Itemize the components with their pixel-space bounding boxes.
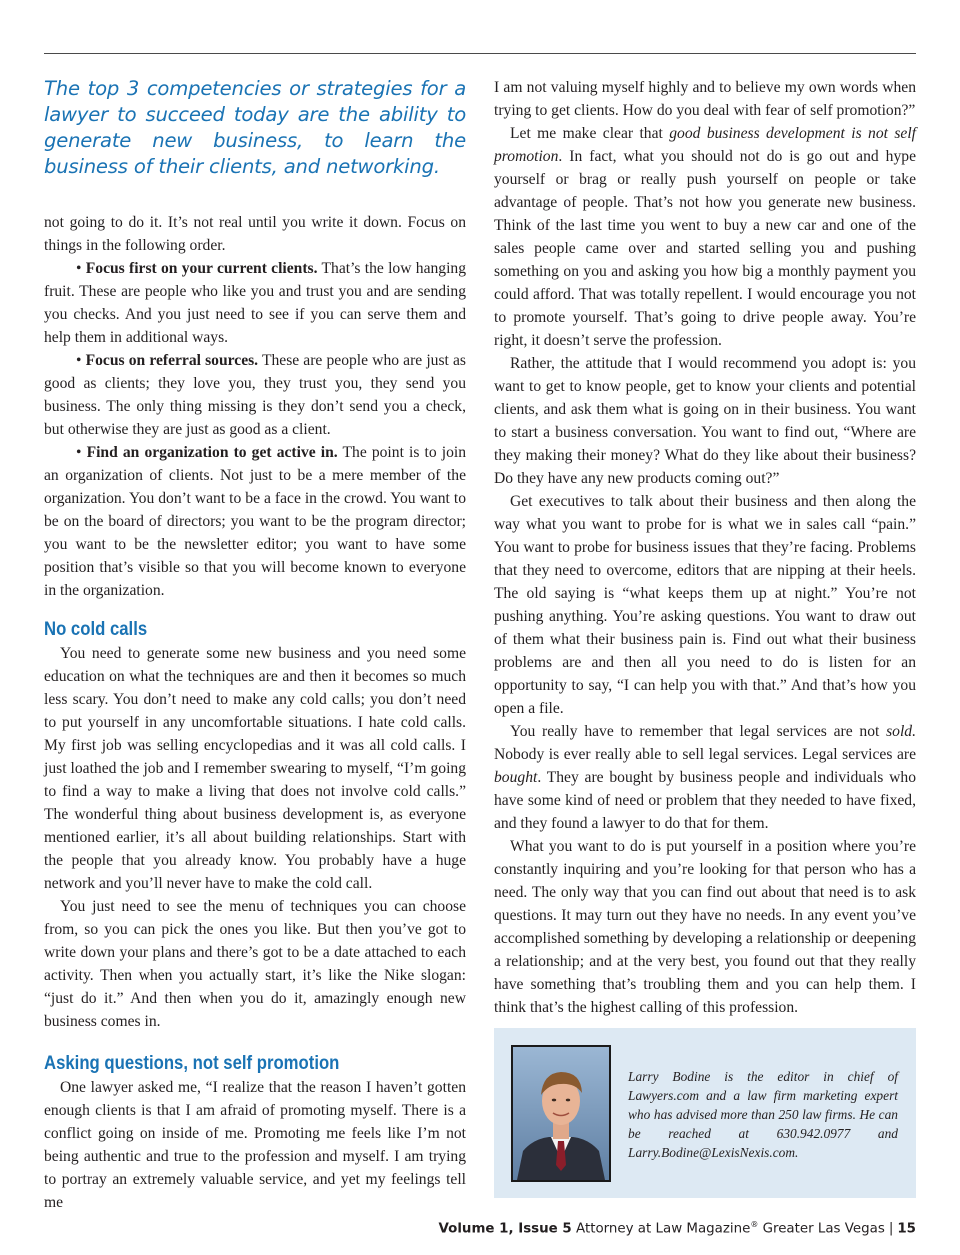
emphasis: good business development is not self promotion [494,125,917,165]
author-portrait-icon [513,1047,609,1180]
bullet-text: That’s the low hanging fruit. These are people who like you and trust you and are sending you checks. And you just need to see if you can serve them and help them in additional ways. [44,260,467,346]
right-column [494,76,916,1019]
bullet-dot: • [76,260,86,277]
paragraph: I am not valuing myself highly and to believe my own words when trying to get clients. How do you deal with fear of self promotion?” [494,79,916,119]
pull-quote: The top 3 competencies or strategies for a lawyer to succeed today are the ability to generate new business, to learn the business of their clients, and networking. [44,77,466,178]
paragraph: You just need to see the menu of techniques you can choose from, so you can pick the ones you like. But then you’ve got to write down your plans and there’s got to be a date attached to each activity. Then when you actually start, it’s like the Nike slogan: “just do it.” And then when you do it, amazingly enough new business comes in. [44,898,466,1030]
bullet-text: The point is to join an organization of clients. Not just to be a mere member of the organization. You don’t want to be a face in the crowd. You want to be on the board of directors; you want to be the program director; you want to be the newsletter editor; you want to have some position that’s visible so that you will become known to everyone in the organization. [44,444,466,599]
left-column [44,76,466,1214]
paragraph [494,122,916,352]
footer-separator: | [888,1221,894,1237]
footer-edition: Greater Las Vegas [762,1221,885,1237]
paragraph: What you want to do is put yourself in a position where you’re constantly inquiring and you’re looking for that person who has a need. The only way that you can find out about that need is to ask questions. It may turn out they have no needs. In any event you’ve accomplished something by developing a relationship or deepening a relationship; and at the very best, you found out that they really have something that’s troubling them and you can help them. I think that’s the highest calling of this profession. [494,838,916,1016]
page-number: 15 [897,1221,916,1237]
author-bio: Larry Bodine is the editor in chief of Lawyers.com and a law firm marketing expert who has advised more than 250 law firms. He can be reached at 630.942.0977 and Larry.Bodine@LexisNexis.com. [628,1069,898,1160]
author-bio-box [494,1028,916,1198]
author-photo [511,1045,611,1182]
intro-paragraph: not going to do it. It’s not real until you write it down. Focus on things in the following order. [44,214,466,254]
bullet-organization [44,441,466,602]
paragraph: Rather, the attitude that I would recommend you adopt is: you want to get to know people, get to know your clients and potential clients, and ask them what is going on in their business. You want to start a business conversation. You want to find out, “Where are they making their money? What do they like about their business? Do they have any new products coming out?” [494,355,916,487]
paragraph: Get executives to talk about their business and then along the way what you want to probe for is what we in sales call “pain.” You want to probe for business issues that they’re facing. Problems that they need to overcome, editors that are nipping at their heels. The old saying is “what keeps them up at night.” You’re not pushing anything. You’re asking questions. You want to draw out of them what their business pain is. Find out what their business problems are and then all you need to do is listen for an opportunity to say, “I can help you with that.” And that’s how you open a file. [494,493,916,717]
heading-no-cold-calls: No cold calls [44,619,148,640]
top-rule [44,53,916,54]
bullet-text: These are people who are just as good as clients; they love you, they trust you, they send you business. The only thing missing is they don’t send you a check, but otherwise they are just as good as a client. [44,352,466,438]
bullet-bold: Find an organization to get active in. [86,444,338,461]
paragraph: You need to generate some new business and you need some education on what the techniques are and then it becomes so much less scary. You don’t need to make any cold calls; you don’t need to put yourself in any uncomfortable situations. I hate cold calls. My first job was selling encyclopedias and it was all cold calls. I just loathed the job and I remember swearing to myself, “I’m going to find a way to make a living that does not involve cold calls.” The wonderful thing about business development is, as everyone mentioned earlier, it’s all about building relationships. Start with the people that you already know. You probably have a huge network and you’ll never have to make the cold call. [44,645,466,892]
bullet-current-clients [44,257,466,349]
bullet-referral-sources [44,349,466,441]
footer-registered-mark: ® [750,1220,759,1229]
bullet-bold: Focus first on your current clients. [85,260,318,277]
emphasis: sold. [886,723,916,740]
footer-publication: Attorney at Law Magazine [576,1221,751,1237]
text-run: You really have to remember that legal services are not [510,723,887,740]
text-run: Nobody is ever really able to sell legal services. Legal services are [494,746,916,763]
page-footer [439,1220,916,1236]
heading-asking-questions: Asking questions, not self promotion [44,1053,340,1074]
footer-issue: Volume 1, Issue 5 [438,1221,572,1237]
emphasis: bought [494,769,538,786]
bullet-bold: Focus on referral sources. [85,352,259,369]
bullet-dot: • [76,352,86,369]
text-run: Let me make clear that [510,125,670,142]
bullet-dot: • [76,444,87,461]
paragraph [494,720,916,835]
text-run: . In fact, what you should not do is go out and hype yourself or brag or really push yourself on people or take advantage of people. That’s not how you generate new business. Think of the last time you went to buy a new car and one of the sales people came over and started selling you and pushing something on you and asking you how big a monthly payment you could afford. That was totally repellent. I would encourage you not to promote yourself. That’s going to drive people away. You’re right, it doesn’t serve the profession. [494,148,916,349]
paragraph: One lawyer asked me, “I realize that the reason I haven’t gotten enough clients is that I am afraid of promoting myself. There is a conflict going on inside of me. Promoting me feels like I’m not being authentic and true to the profession and myself. I am trying to portray an extremely valuable service, and yet my feelings tell me [44,1079,466,1211]
text-run: . They are bought by business people and individuals who have some kind of need or problem that they needed to have fixed, and they found a lawyer to do that for them. [494,769,916,832]
